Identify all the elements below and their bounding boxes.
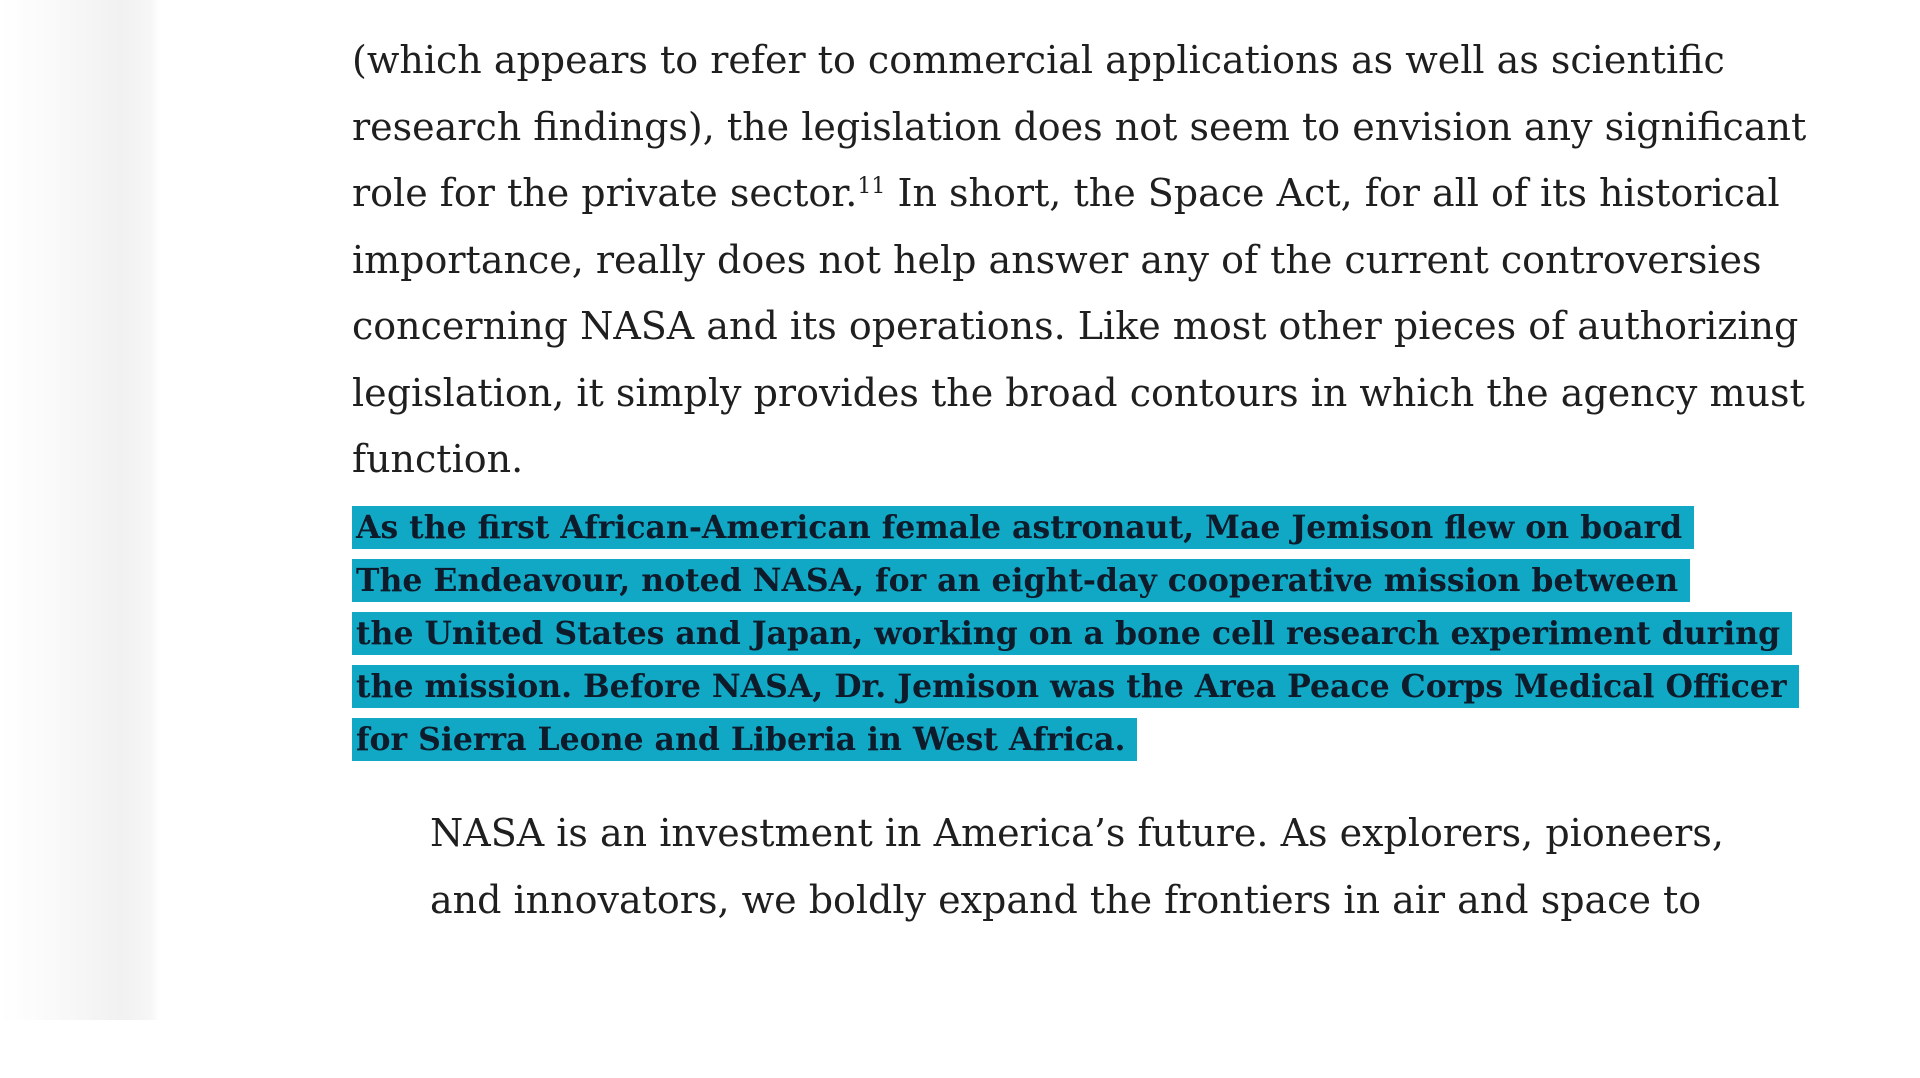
highlighted-caption-line[interactable]: As the first African-American female astronaut, Mae Jemison flew on board	[352, 506, 1694, 549]
paragraph-line: legislation, it simply provides the broad contours in which the agency must	[352, 370, 1805, 415]
footnote-marker[interactable]: 11	[857, 174, 886, 199]
body-paragraph	[352, 0, 1807, 493]
quote-line: NASA is an investment in America’s future. As explorers, pioneers,	[430, 811, 1724, 855]
highlighted-caption-line[interactable]: The Endeavour, noted NASA, for an eight-day cooperative mission between	[352, 559, 1690, 602]
page-bottom-area	[0, 1020, 1920, 1078]
highlighted-caption-line[interactable]: the mission. Before NASA, Dr. Jemison was the Area Peace Corps Medical Officer	[352, 665, 1799, 708]
highlighted-caption-line[interactable]: the United States and Japan, working on a bone cell research experiment during	[352, 612, 1792, 655]
paragraph-line	[352, 160, 1780, 227]
highlighted-image-caption[interactable]	[352, 503, 1799, 768]
paragraph-line: importance, really does not help answer any of the current controversies	[352, 237, 1762, 282]
highlighted-caption-line[interactable]: for Sierra Leone and Liberia in West Africa.	[352, 718, 1137, 761]
paragraph-text: In short, the Space Act, for all of its historical	[885, 171, 1780, 215]
paragraph-line: (which appears to refer to commercial applications as well as scientific	[352, 38, 1725, 82]
paragraph-line: concerning NASA and its operations. Like most other pieces of authorizing	[352, 304, 1799, 348]
paragraph-line: research findings), the legislation does not seem to envision any significant	[352, 104, 1807, 149]
quote-line: and innovators, we boldly expand the frontiers in air and space to	[430, 877, 1702, 922]
page-gutter-shadow	[0, 0, 160, 1020]
paragraph-text: role for the private sector.	[352, 171, 858, 215]
paragraph-line: function.	[352, 437, 524, 481]
block-quote	[430, 800, 1724, 933]
